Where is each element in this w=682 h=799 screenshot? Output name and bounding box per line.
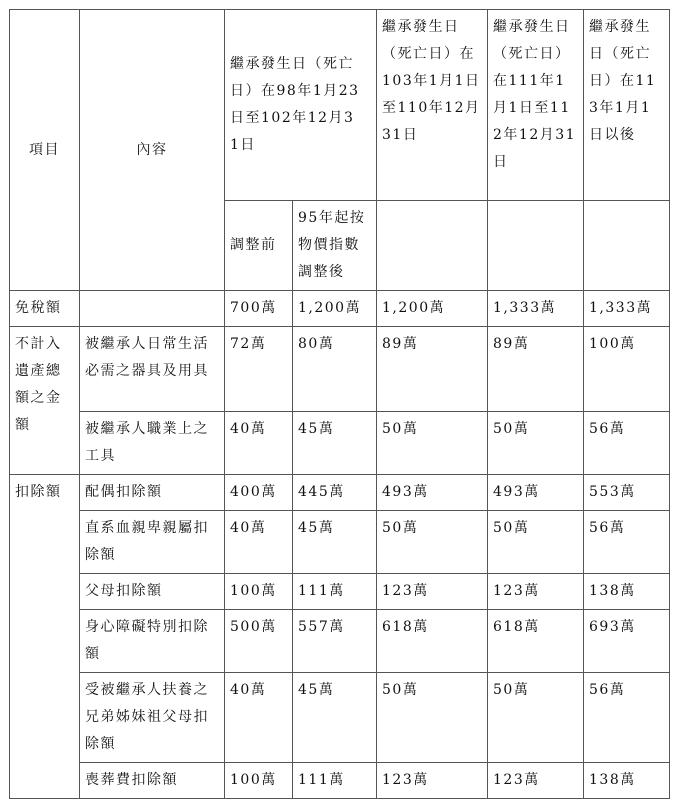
value-cell: 89萬 xyxy=(488,327,584,412)
value-cell: 40萬 xyxy=(225,412,293,475)
value-cell: 123萬 xyxy=(488,574,584,610)
value-cell: 100萬 xyxy=(225,574,293,610)
value-cell: 618萬 xyxy=(488,610,584,673)
row-content: 身心障礙特別扣除額 xyxy=(80,610,225,673)
value-cell: 50萬 xyxy=(488,511,584,574)
value-cell: 100萬 xyxy=(225,763,293,799)
row-item: 不計入遺產總額之金額 xyxy=(10,327,80,475)
value-cell: 100萬 xyxy=(584,327,670,412)
value-cell: 123萬 xyxy=(488,763,584,799)
row-content: 父母扣除額 xyxy=(80,574,225,610)
value-cell: 50萬 xyxy=(377,412,488,475)
value-cell: 50萬 xyxy=(377,511,488,574)
value-cell: 1,200萬 xyxy=(377,291,488,327)
header-period-1-before: 調整前 xyxy=(225,201,293,291)
value-cell: 40萬 xyxy=(225,673,293,763)
row-item: 扣除額 xyxy=(10,475,80,799)
header-period-1: 繼承發生日（死亡日）在98年1月23日至102年12月31日 xyxy=(225,10,377,201)
value-cell: 138萬 xyxy=(584,763,670,799)
value-cell: 1,333萬 xyxy=(488,291,584,327)
value-cell: 40萬 xyxy=(225,511,293,574)
value-cell: 1,200萬 xyxy=(293,291,377,327)
row-content: 直系血親卑親屬扣除額 xyxy=(80,511,225,574)
value-cell: 1,333萬 xyxy=(584,291,670,327)
value-cell: 56萬 xyxy=(584,511,670,574)
header-period-3-sub xyxy=(488,201,584,291)
value-cell: 80萬 xyxy=(293,327,377,412)
row-content: 喪葬費扣除額 xyxy=(80,763,225,799)
value-cell: 50萬 xyxy=(488,673,584,763)
value-cell: 72萬 xyxy=(225,327,293,412)
row-content: 配偶扣除額 xyxy=(80,475,225,511)
header-period-3: 繼承發生日（死亡日）在111年1月1日至112年12月31日 xyxy=(488,10,584,201)
value-cell: 618萬 xyxy=(377,610,488,673)
value-cell: 493萬 xyxy=(488,475,584,511)
header-period-1-after: 95年起按物價指數調整後 xyxy=(293,201,377,291)
value-cell: 56萬 xyxy=(584,412,670,475)
value-cell: 493萬 xyxy=(377,475,488,511)
value-cell: 700萬 xyxy=(225,291,293,327)
header-period-4-sub xyxy=(584,201,670,291)
value-cell: 89萬 xyxy=(377,327,488,412)
value-cell: 123萬 xyxy=(377,574,488,610)
value-cell: 45萬 xyxy=(293,511,377,574)
header-item: 項目 xyxy=(10,10,80,291)
row-item: 免稅額 xyxy=(10,291,80,327)
value-cell: 553萬 xyxy=(584,475,670,511)
value-cell: 138萬 xyxy=(584,574,670,610)
value-cell: 56萬 xyxy=(584,673,670,763)
value-cell: 111萬 xyxy=(293,763,377,799)
value-cell: 500萬 xyxy=(225,610,293,673)
header-content: 內容 xyxy=(80,10,225,291)
value-cell: 693萬 xyxy=(584,610,670,673)
value-cell: 45萬 xyxy=(293,412,377,475)
row-content: 被繼承人日常生活必需之器具及用具 xyxy=(80,327,225,412)
value-cell: 400萬 xyxy=(225,475,293,511)
value-cell: 50萬 xyxy=(488,412,584,475)
row-content: 受被繼承人扶養之兄弟姊妹祖父母扣除額 xyxy=(80,673,225,763)
value-cell: 557萬 xyxy=(293,610,377,673)
value-cell: 50萬 xyxy=(377,673,488,763)
value-cell: 123萬 xyxy=(377,763,488,799)
row-content: 被繼承人職業上之工具 xyxy=(80,412,225,475)
row-content xyxy=(80,291,225,327)
value-cell: 111萬 xyxy=(293,574,377,610)
value-cell: 445萬 xyxy=(293,475,377,511)
estate-tax-table xyxy=(9,9,670,799)
header-period-2: 繼承發生日（死亡日）在103年1月1日至110年12月31日 xyxy=(377,10,488,201)
header-period-4: 繼承發生日（死亡日）在113年1月1日以後 xyxy=(584,10,670,201)
header-period-2-sub xyxy=(377,201,488,291)
value-cell: 45萬 xyxy=(293,673,377,763)
